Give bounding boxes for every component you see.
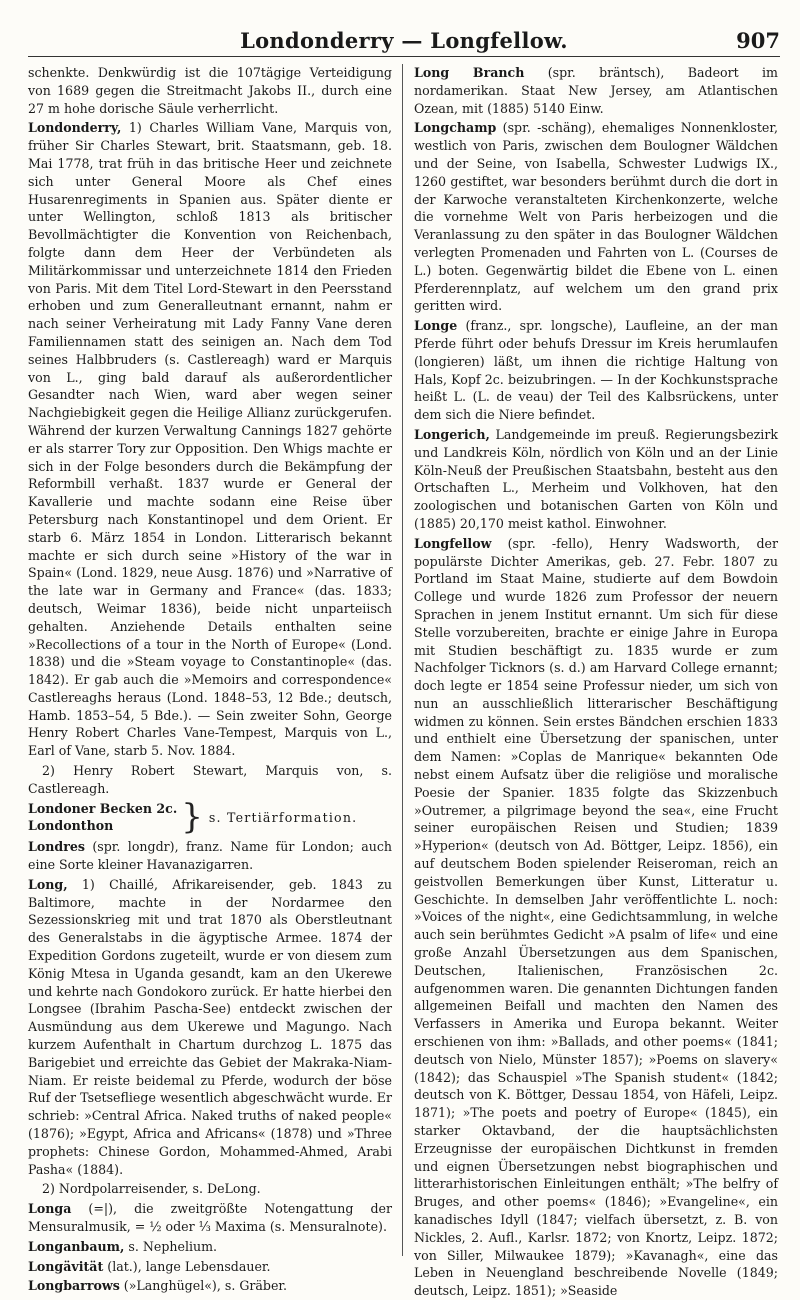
dictionary-entry xyxy=(28,1180,392,1198)
entry-headword: Longe xyxy=(414,318,458,334)
dictionary-entry xyxy=(28,1238,392,1256)
text-columns xyxy=(28,64,780,1299)
page-number: 907 xyxy=(736,28,780,53)
running-head: Londonderry — Longfellow. xyxy=(240,28,568,53)
entry-headword: Longbarrows xyxy=(28,1278,120,1294)
entry-text: (spr. longdr), franz. Name für London; auch eine Sorte kleiner Havanazigarren. xyxy=(28,839,392,873)
dictionary-entry xyxy=(28,1277,392,1295)
brace-headwords xyxy=(28,800,177,836)
dictionary-entry xyxy=(28,64,392,117)
dictionary-entry xyxy=(28,1258,392,1276)
dictionary-entry xyxy=(28,838,392,874)
entry-text: (=|), die zweitgrößte Notengattung der Mensuralmusik, = ½ oder ⅓ Maxima (s. Mensuralnote). xyxy=(28,1201,392,1234)
entry-headword: Longfellow xyxy=(414,535,492,551)
entry-text: s. Nephelium. xyxy=(124,1238,218,1254)
dictionary-entry xyxy=(28,762,392,798)
curly-brace: } xyxy=(181,797,203,838)
entry-text: (»Langhügel«), s. Gräber. xyxy=(119,1278,288,1294)
page-header xyxy=(28,22,780,57)
entry-text: (franz., spr. longsche), Laufleine, an der man Pferde führt oder behufs Dressur im Kreis herumlaufen (longieren) läßt, um ihnen die richtige Haltung von Hals, Kopf 2c. beizubringen. — In der Kochkunstsprache heißt L. (L. de veau) der Teil des Kalbsrückens, unter dem sich die Niere befindet. xyxy=(414,318,778,423)
entry-headword: Long, xyxy=(28,876,68,892)
dictionary-entry xyxy=(28,1200,392,1236)
dictionary-entry xyxy=(414,317,778,424)
right-column xyxy=(414,64,778,1299)
dictionary-entry xyxy=(414,426,778,533)
brace-entry xyxy=(28,797,392,838)
entry-text: 2) Nordpolarreisender, s. DeLong. xyxy=(42,1181,261,1197)
entry-headword: Longanbaum, xyxy=(28,1238,125,1254)
entry-text: (spr. bräntsch), Badeort im nordamerikan. Staat New Jersey, am Atlantischen Ozean, mit (1885) 5140 Einw. xyxy=(414,65,778,116)
entry-text: Landgemeinde im preuß. Regierungsbezirk und Landkreis Köln, nördlich von Köln und an der Linie Köln-Neuß der Preußischen Staatsbahn, besteht aus den Ortschaften L., Merheim und Volkhoven, hat den zoologischen und botanischen Garten von Köln und (1885) 20,170 meist kathol. Einwohner. xyxy=(414,426,778,531)
entry-text: 2) Henry Robert Stewart, Marquis von, s. Castlereagh. xyxy=(28,763,392,796)
dictionary-entry xyxy=(414,64,778,117)
entry-text: 1) Chaillé, Afrikareisender, geb. 1843 zu Baltimore, machte in der Nordarmee den Sezessionskrieg mit und trat 1870 als Oberstleutnant des Generalstabs in die ägyptische Armee. 1874 der Expedition Gordons zugeteilt, wurde er von diesem zum König Mtesa in Uganda gesandt, kam an den Ukerewe und kehrte nach Gondokoro zurück. Er hatte hierbei den Longsee (Ibrahim Pascha-See) entdeckt zwischen der Ausmündung aus dem Ukerewe und Magungo. Nach kurzem Aufenthalt in Chartum durchzog L. 1875 das Barigebiet und erreichte das Gebiet der Makraka-Niam-Niam. Er reiste beidemal zu Pferde, wodurch der böse Ruf der Tsetsefliege wesentlich abgeschwächt wurde. Er schrieb: »Central Africa. Naked truths of naked people« (1876); »Egypt, Africa and Africans« (1878) und »Three prophets: Chinese Gordon, Mohammed-Ahmed, Arabi Pasha« (1884). xyxy=(28,876,392,1177)
dictionary-entry xyxy=(414,119,778,315)
entry-headword: Longchamp xyxy=(414,120,497,136)
column-divider xyxy=(402,64,403,1256)
entry-headword: Londoner Becken 2c. xyxy=(28,800,178,816)
entry-headword: Long Branch xyxy=(414,65,525,80)
entry-headword: Longävität xyxy=(28,1258,104,1274)
entry-text: schenkte. Denkwürdig ist die 107tägige Verteidigung von 1689 gegen die Streitmacht Jakobs II., durch eine 27 m hohe dorische Säule verherrlicht. xyxy=(28,65,392,116)
entry-text: s. Tertiärformation. xyxy=(208,809,358,825)
left-column xyxy=(28,64,392,1294)
entry-text: (lat.), lange Lebensdauer. xyxy=(103,1258,271,1274)
entry-text: (spr. -schäng), ehemaliges Nonnenkloster, westlich von Paris, zwischen dem Boulogner Wäldchen und der Seine, von Isabella, Schwester Ludwigs IX., 1260 gestiftet, war besonders berühmt durch die dort in der Karwoche veranstalteten Kirchenkonzerte, welche die vornehme Welt von Paris herbeizogen und die Veranlassung zu den später in das Boulogner Wäldchen verlegten Promenaden und Fahrten von L. (Courses de L.) boten. Gegenwärtig bildet die Ebene von L. einen Pferderennplatz, auf welchem um den grand prix geritten wird. xyxy=(414,120,778,314)
entry-headword: Londonthon xyxy=(28,818,114,834)
entry-headword: Londonderry, xyxy=(28,120,122,136)
dictionary-entry xyxy=(28,876,392,1179)
dictionary-entry xyxy=(414,535,778,1300)
dictionary-page xyxy=(28,22,780,1299)
entry-headword: Longa xyxy=(28,1201,72,1217)
dictionary-entry xyxy=(28,119,392,760)
entry-headword: Londres xyxy=(28,839,85,855)
entry-text: (spr. -fello), Henry Wadsworth, der populärste Dichter Amerikas, geb. 27. Febr. 1807 zu Portland im Staat Maine, studierte auf dem Bowdoin College und wurde 1826 zum Professor der neuern Sprachen in jenem Institut ernannt. Um sich für diese Stelle vorzubereiten, brachte er einige Jahre in Europa mit Studien beschäftigt zu. 1835 wurde er zum Nachfolger Ticknors (s. d.) am Harvard College ernannt; doch legte er 1854 seine Professur nieder, um sich von nun an ausschließlich litterarischer Beschäftigung widmen zu können. Sein erstes Bändchen erschien 1833 und enthielt eine Übersetzung der spanischen, unter dem Namen: »Coplas de Manrique« bekannten Ode nebst einem Aufsatz über die religiöse und moralische Poesie der Spanier. 1835 folgte das Skizzenbuch »Outremer, a pilgrimage beyond the sea«, eine Frucht seiner europäischen Reisen und Studien; 1839 »Hyperion« (deutsch von Ad. Böttger, Leipz. 1856), ein auf deutschem Boden spielender Reiseroman, reich an geistvollen Bemerkungen über Kunst, Litteratur u. Geschichte. In demselben Jahr veröffentlichte L. noch: »Voices of the night«, eine Gedichtsammlung, in welche auch sein berühmtes Gedicht »A psalm of life« und eine große Anzahl Übersetzungen aus dem Spanischen, Deutschen, Italienischen, Französischen 2c. aufgenommen waren. Die genannten Dichtungen fanden allgemeinen Beifall und machten den Namen des Verfassers in Amerika und Europa bekannt. Weiter erschienen von ihm: »Ballads, and other poems« (1841; deutsch von Nielo, Münster 1857); »Poems on slavery« (1842); das Schauspiel »The Spanish student« (1842; deutsch von K. Böttger, Dessau 1854, von Häfeli, Leipz. 1871); »The poets and poetry of Europe« (1845), ein starker Oktavband, der die hauptsächlichsten Erzeugnisse der europäischen Dichtkunst in fremden und eignen Übersetzungen nebst biographischen und litterarhistorischen Einleitungen enthält; »The belfry of Bruges, and other poems« (1846); »Evangeline«, ein kanadisches Idyll (1847; vielfach übersetzt, z. B. von Nickles, 2. Aufl., Karlsr. 1872; von Knortz, Leipz. 1872; von Siller, Milwaukee 1879); »Kavanagh«, eine das Leben in Neuengland beschreibende Novelle (1849; deutsch, Leipz. 1851); »Seaside xyxy=(414,535,778,1299)
entry-headword: Longerich, xyxy=(414,426,490,442)
entry-text: 1) Charles William Vane, Marquis von, früher Sir Charles Stewart, brit. Staatsmann, geb. 18. Mai 1778, trat früh in das britische Heer und zeichnete sich unter General Moore als Chef eines Husarenregiments in Spanien aus. Später diente er unter Wellington, schloß 1813 als britischer Bevollmächtigter die Konvention von Reichenbach, folgte dann dem Heer der Verbündeten als Militärkommissar und unterzeichnete 1814 den Frieden von Paris. Mit dem Titel Lord-Stewart in den Peersstand erhoben und zum Generalleutnant ernannt, nahm er nach seiner Verheiratung mit Lady Fanny Vane deren Familiennamen statt des seinigen an. Nach dem Tod seines Halbbruders (s. Castlereagh) ward er Marquis von L., ging bald darauf als außerordentlicher Gesandter nach Wien, ward aber wegen seiner Nachgiebigkeit gegen die Heilige Allianz zurückgerufen. Während der kurzen Verwaltung Cannings 1827 gehörte er als starrer Tory zur Opposition. Den Whigs machte er sich in der Folge besonders durch die Bekämpfung der Reformbill verhaßt. 1837 wurde er General der Kavallerie und machte sodann eine Reise über Petersburg nach Konstantinopel und dem Orient. Er starb 6. März 1854 in London. Litterarisch bekannt machte er sich durch seine »History of the war in Spain« (Lond. 1829, neue Ausg. 1876) und »Narrative of the late war in Germany and France« (das. 1833; deutsch, Weimar 1836), beide nicht unparteiisch gehalten. Anziehende Details enthalten seine »Recollections of a tour in the North of Europe« (Lond. 1838) und die »Steam voyage to Constantinople« (das. 1842). Er gab auch die »Memoirs and correspondence« Castlereaghs heraus (Lond. 1848–53, 12 Bde.; deutsch, Hamb. 1853–54, 5 Bde.). — Sein zweiter Sohn, George Henry Robert Charles Vane-Tempest, Marquis von L., Earl of Vane, starb 5. Nov. 1884. xyxy=(28,120,392,759)
